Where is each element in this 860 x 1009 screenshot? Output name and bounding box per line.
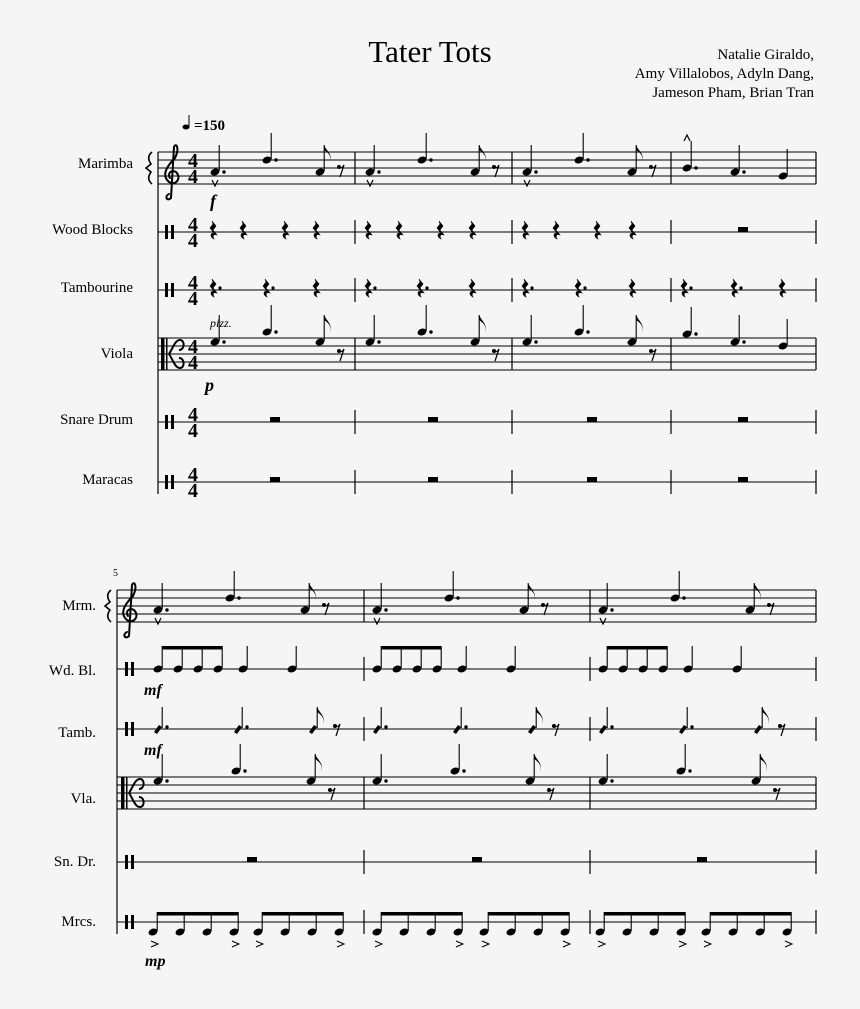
eighth-rest bbox=[549, 788, 554, 800]
whole-rest bbox=[738, 417, 748, 422]
time-signature-bottom: 4 bbox=[188, 352, 198, 374]
augmentation-dot bbox=[530, 286, 533, 289]
time-signature-top: 4 bbox=[188, 464, 198, 486]
augmentation-dot bbox=[610, 779, 613, 782]
marcato bbox=[367, 180, 373, 186]
time-signature-top: 4 bbox=[188, 404, 198, 426]
augmentation-dot bbox=[464, 725, 467, 728]
instrument-label: Mrm. bbox=[62, 598, 96, 614]
augmentation-dot bbox=[739, 286, 742, 289]
accent bbox=[482, 941, 489, 947]
staff bbox=[158, 152, 816, 184]
augmentation-dot bbox=[377, 340, 380, 343]
flag bbox=[317, 707, 324, 725]
instrument-label: Snare Drum bbox=[60, 412, 133, 428]
eighth-rest bbox=[651, 349, 656, 361]
quarter-rest bbox=[365, 279, 372, 297]
augmentation-dot bbox=[694, 166, 697, 169]
alto-clef bbox=[166, 338, 168, 370]
augmentation-dot bbox=[274, 158, 277, 161]
time-signature-bottom: 4 bbox=[188, 480, 198, 502]
augmentation-dot bbox=[742, 340, 745, 343]
dynamic-marking: mf bbox=[144, 742, 162, 759]
flag bbox=[534, 754, 541, 772]
whole-rest bbox=[587, 477, 597, 482]
percussion-clef bbox=[131, 855, 134, 869]
quarter-rest bbox=[594, 221, 601, 239]
percussion-clef bbox=[165, 415, 168, 429]
marcato bbox=[524, 180, 530, 186]
augmentation-dot bbox=[237, 596, 240, 599]
augmentation-dot bbox=[456, 596, 459, 599]
percussion-clef bbox=[165, 475, 168, 489]
composer-line: Natalie Giraldo, bbox=[717, 47, 814, 63]
quarter-rest bbox=[365, 221, 372, 239]
quarter-rest bbox=[522, 279, 529, 297]
beam bbox=[710, 912, 791, 916]
quarter-rest bbox=[240, 221, 247, 239]
quarter-rest bbox=[210, 221, 217, 239]
beam bbox=[607, 646, 667, 650]
quarter-rest bbox=[263, 279, 270, 297]
augmentation-dot bbox=[429, 158, 432, 161]
percussion-clef bbox=[171, 415, 174, 429]
quarter-rest bbox=[575, 279, 582, 297]
eighth-rest bbox=[769, 603, 774, 615]
marcato bbox=[155, 618, 161, 624]
percussion-clef bbox=[125, 915, 128, 929]
augmentation-dot bbox=[586, 158, 589, 161]
eighth-rest bbox=[494, 165, 499, 177]
time-signature-bottom: 4 bbox=[188, 288, 198, 310]
whole-rest bbox=[697, 857, 707, 862]
eighth-rest bbox=[339, 165, 344, 177]
dynamic-marking: p bbox=[205, 375, 214, 395]
composer-line: Amy Villalobos, Adyln Dang, bbox=[634, 66, 814, 82]
quarter-rest bbox=[731, 279, 738, 297]
quarter-rest bbox=[417, 279, 424, 297]
technique-marking: pizz. bbox=[210, 316, 232, 330]
flag bbox=[324, 315, 331, 333]
time-signature-bottom: 4 bbox=[188, 230, 198, 252]
augmentation-dot bbox=[165, 725, 168, 728]
score-title: Tater Tots bbox=[368, 34, 492, 69]
marcato bbox=[374, 618, 380, 624]
beam bbox=[162, 646, 222, 650]
instrument-label: Mrcs. bbox=[61, 914, 96, 930]
whole-rest bbox=[428, 417, 438, 422]
whole-rest bbox=[247, 857, 257, 862]
eighth-rest bbox=[775, 788, 780, 800]
augmentation-dot bbox=[586, 330, 589, 333]
treble-clef bbox=[165, 145, 178, 199]
dynamic-marking: mf bbox=[144, 682, 162, 699]
brace bbox=[146, 152, 152, 184]
augmentation-dot bbox=[274, 330, 277, 333]
augmentation-dot bbox=[610, 725, 613, 728]
augmentation-dot bbox=[373, 286, 376, 289]
time-signature-top: 4 bbox=[188, 336, 198, 358]
instrument-label: Marimba bbox=[78, 156, 133, 172]
whole-rest bbox=[472, 857, 482, 862]
augmentation-dot bbox=[384, 725, 387, 728]
eighth-rest bbox=[543, 603, 548, 615]
augmentation-dot bbox=[583, 286, 586, 289]
eighth-rest bbox=[335, 724, 340, 736]
augmentation-dot bbox=[689, 286, 692, 289]
percussion-clef bbox=[165, 283, 168, 297]
percussion-clef bbox=[131, 662, 134, 676]
time-signature-bottom: 4 bbox=[188, 166, 198, 188]
augmentation-dot bbox=[165, 608, 168, 611]
augmentation-dot bbox=[682, 596, 685, 599]
augmentation-dot bbox=[243, 769, 246, 772]
tempo-note bbox=[183, 125, 190, 130]
eighth-rest bbox=[324, 603, 329, 615]
augmentation-dot bbox=[222, 340, 225, 343]
accent bbox=[232, 941, 239, 947]
brace bbox=[105, 590, 111, 622]
augmentation-dot bbox=[271, 286, 274, 289]
eighth-rest bbox=[554, 724, 559, 736]
percussion-clef bbox=[125, 722, 128, 736]
marcato bbox=[684, 135, 690, 141]
quarter-rest bbox=[396, 221, 403, 239]
percussion-clef bbox=[125, 662, 128, 676]
instrument-label: Tamb. bbox=[58, 725, 96, 741]
quarter-rest bbox=[522, 221, 529, 239]
whole-rest bbox=[738, 227, 748, 232]
augmentation-dot bbox=[694, 332, 697, 335]
staff bbox=[117, 777, 816, 809]
augmentation-dot bbox=[742, 170, 745, 173]
composer-line: Jameson Pham, Brian Tran bbox=[652, 85, 814, 101]
augmentation-dot bbox=[384, 779, 387, 782]
whole-rest bbox=[738, 477, 748, 482]
flag bbox=[315, 754, 322, 772]
beam bbox=[604, 912, 685, 916]
whole-rest bbox=[587, 417, 597, 422]
quarter-rest bbox=[210, 279, 217, 297]
augmentation-dot bbox=[384, 608, 387, 611]
augmentation-dot bbox=[377, 170, 380, 173]
percussion-clef bbox=[171, 283, 174, 297]
augmentation-dot bbox=[165, 779, 168, 782]
augmentation-dot bbox=[429, 330, 432, 333]
staff bbox=[158, 338, 816, 370]
flag bbox=[479, 315, 486, 333]
tempo-marking: =150 bbox=[194, 118, 226, 134]
eighth-rest bbox=[494, 349, 499, 361]
dynamic-marking: mp bbox=[145, 953, 166, 970]
percussion-clef bbox=[165, 225, 168, 239]
percussion-clef bbox=[131, 915, 134, 929]
instrument-label: Sn. Dr. bbox=[53, 854, 96, 870]
flag bbox=[762, 707, 769, 725]
augmentation-dot bbox=[245, 725, 248, 728]
time-signature-top: 4 bbox=[188, 214, 198, 236]
quarter-rest bbox=[282, 221, 289, 239]
instrument-label: Maracas bbox=[82, 472, 133, 488]
quarter-rest bbox=[681, 279, 688, 297]
augmentation-dot bbox=[610, 608, 613, 611]
time-signature-bottom: 4 bbox=[188, 420, 198, 442]
augmentation-dot bbox=[534, 170, 537, 173]
accent bbox=[679, 941, 686, 947]
treble-clef bbox=[123, 583, 136, 637]
beam bbox=[381, 912, 462, 916]
quarter-rest bbox=[629, 221, 636, 239]
alto-clef bbox=[126, 777, 128, 809]
accent bbox=[456, 941, 463, 947]
augmentation-dot bbox=[690, 725, 693, 728]
flag bbox=[760, 754, 767, 772]
whole-rest bbox=[270, 477, 280, 482]
whole-rest bbox=[270, 417, 280, 422]
beam bbox=[157, 912, 238, 916]
quarter-rest bbox=[313, 279, 320, 297]
augmentation-dot bbox=[688, 769, 691, 772]
quarter-rest bbox=[313, 221, 320, 239]
instrument-label: Tambourine bbox=[60, 280, 133, 296]
percussion-clef bbox=[125, 855, 128, 869]
beam bbox=[262, 912, 343, 916]
staff bbox=[117, 590, 816, 622]
eighth-rest bbox=[330, 788, 335, 800]
accent bbox=[598, 941, 605, 947]
accent bbox=[375, 941, 382, 947]
augmentation-dot bbox=[222, 170, 225, 173]
alto-clef bbox=[161, 338, 165, 370]
alto-clef bbox=[121, 777, 125, 809]
quarter-rest bbox=[629, 279, 636, 297]
augmentation-dot bbox=[425, 286, 428, 289]
eighth-rest bbox=[651, 165, 656, 177]
marcato bbox=[600, 618, 606, 624]
whole-rest bbox=[428, 477, 438, 482]
percussion-clef bbox=[171, 225, 174, 239]
percussion-clef bbox=[131, 722, 134, 736]
accent bbox=[704, 941, 711, 947]
quarter-rest bbox=[779, 279, 786, 297]
quarter-rest bbox=[437, 221, 444, 239]
eighth-rest bbox=[339, 349, 344, 361]
accent bbox=[256, 941, 263, 947]
eighth-rest bbox=[780, 724, 785, 736]
quarter-rest bbox=[469, 279, 476, 297]
instrument-label: Vla. bbox=[70, 791, 96, 807]
quarter-rest bbox=[553, 221, 560, 239]
accent bbox=[337, 941, 344, 947]
measure-number: 5 bbox=[113, 568, 118, 579]
quarter-rest bbox=[469, 221, 476, 239]
instrument-label: Wd. Bl. bbox=[48, 663, 96, 679]
beam bbox=[381, 646, 441, 650]
flag bbox=[636, 315, 643, 333]
augmentation-dot bbox=[218, 286, 221, 289]
flag bbox=[536, 707, 543, 725]
beam bbox=[488, 912, 569, 916]
time-signature-top: 4 bbox=[188, 150, 198, 172]
instrument-label: Viola bbox=[100, 346, 133, 362]
dynamic-marking: f bbox=[210, 191, 216, 211]
accent bbox=[785, 941, 792, 947]
percussion-clef bbox=[171, 475, 174, 489]
accent bbox=[151, 941, 158, 947]
accent bbox=[563, 941, 570, 947]
marcato bbox=[212, 180, 218, 186]
instrument-label: Wood Blocks bbox=[52, 222, 133, 238]
augmentation-dot bbox=[462, 769, 465, 772]
time-signature-top: 4 bbox=[188, 272, 198, 294]
augmentation-dot bbox=[534, 340, 537, 343]
